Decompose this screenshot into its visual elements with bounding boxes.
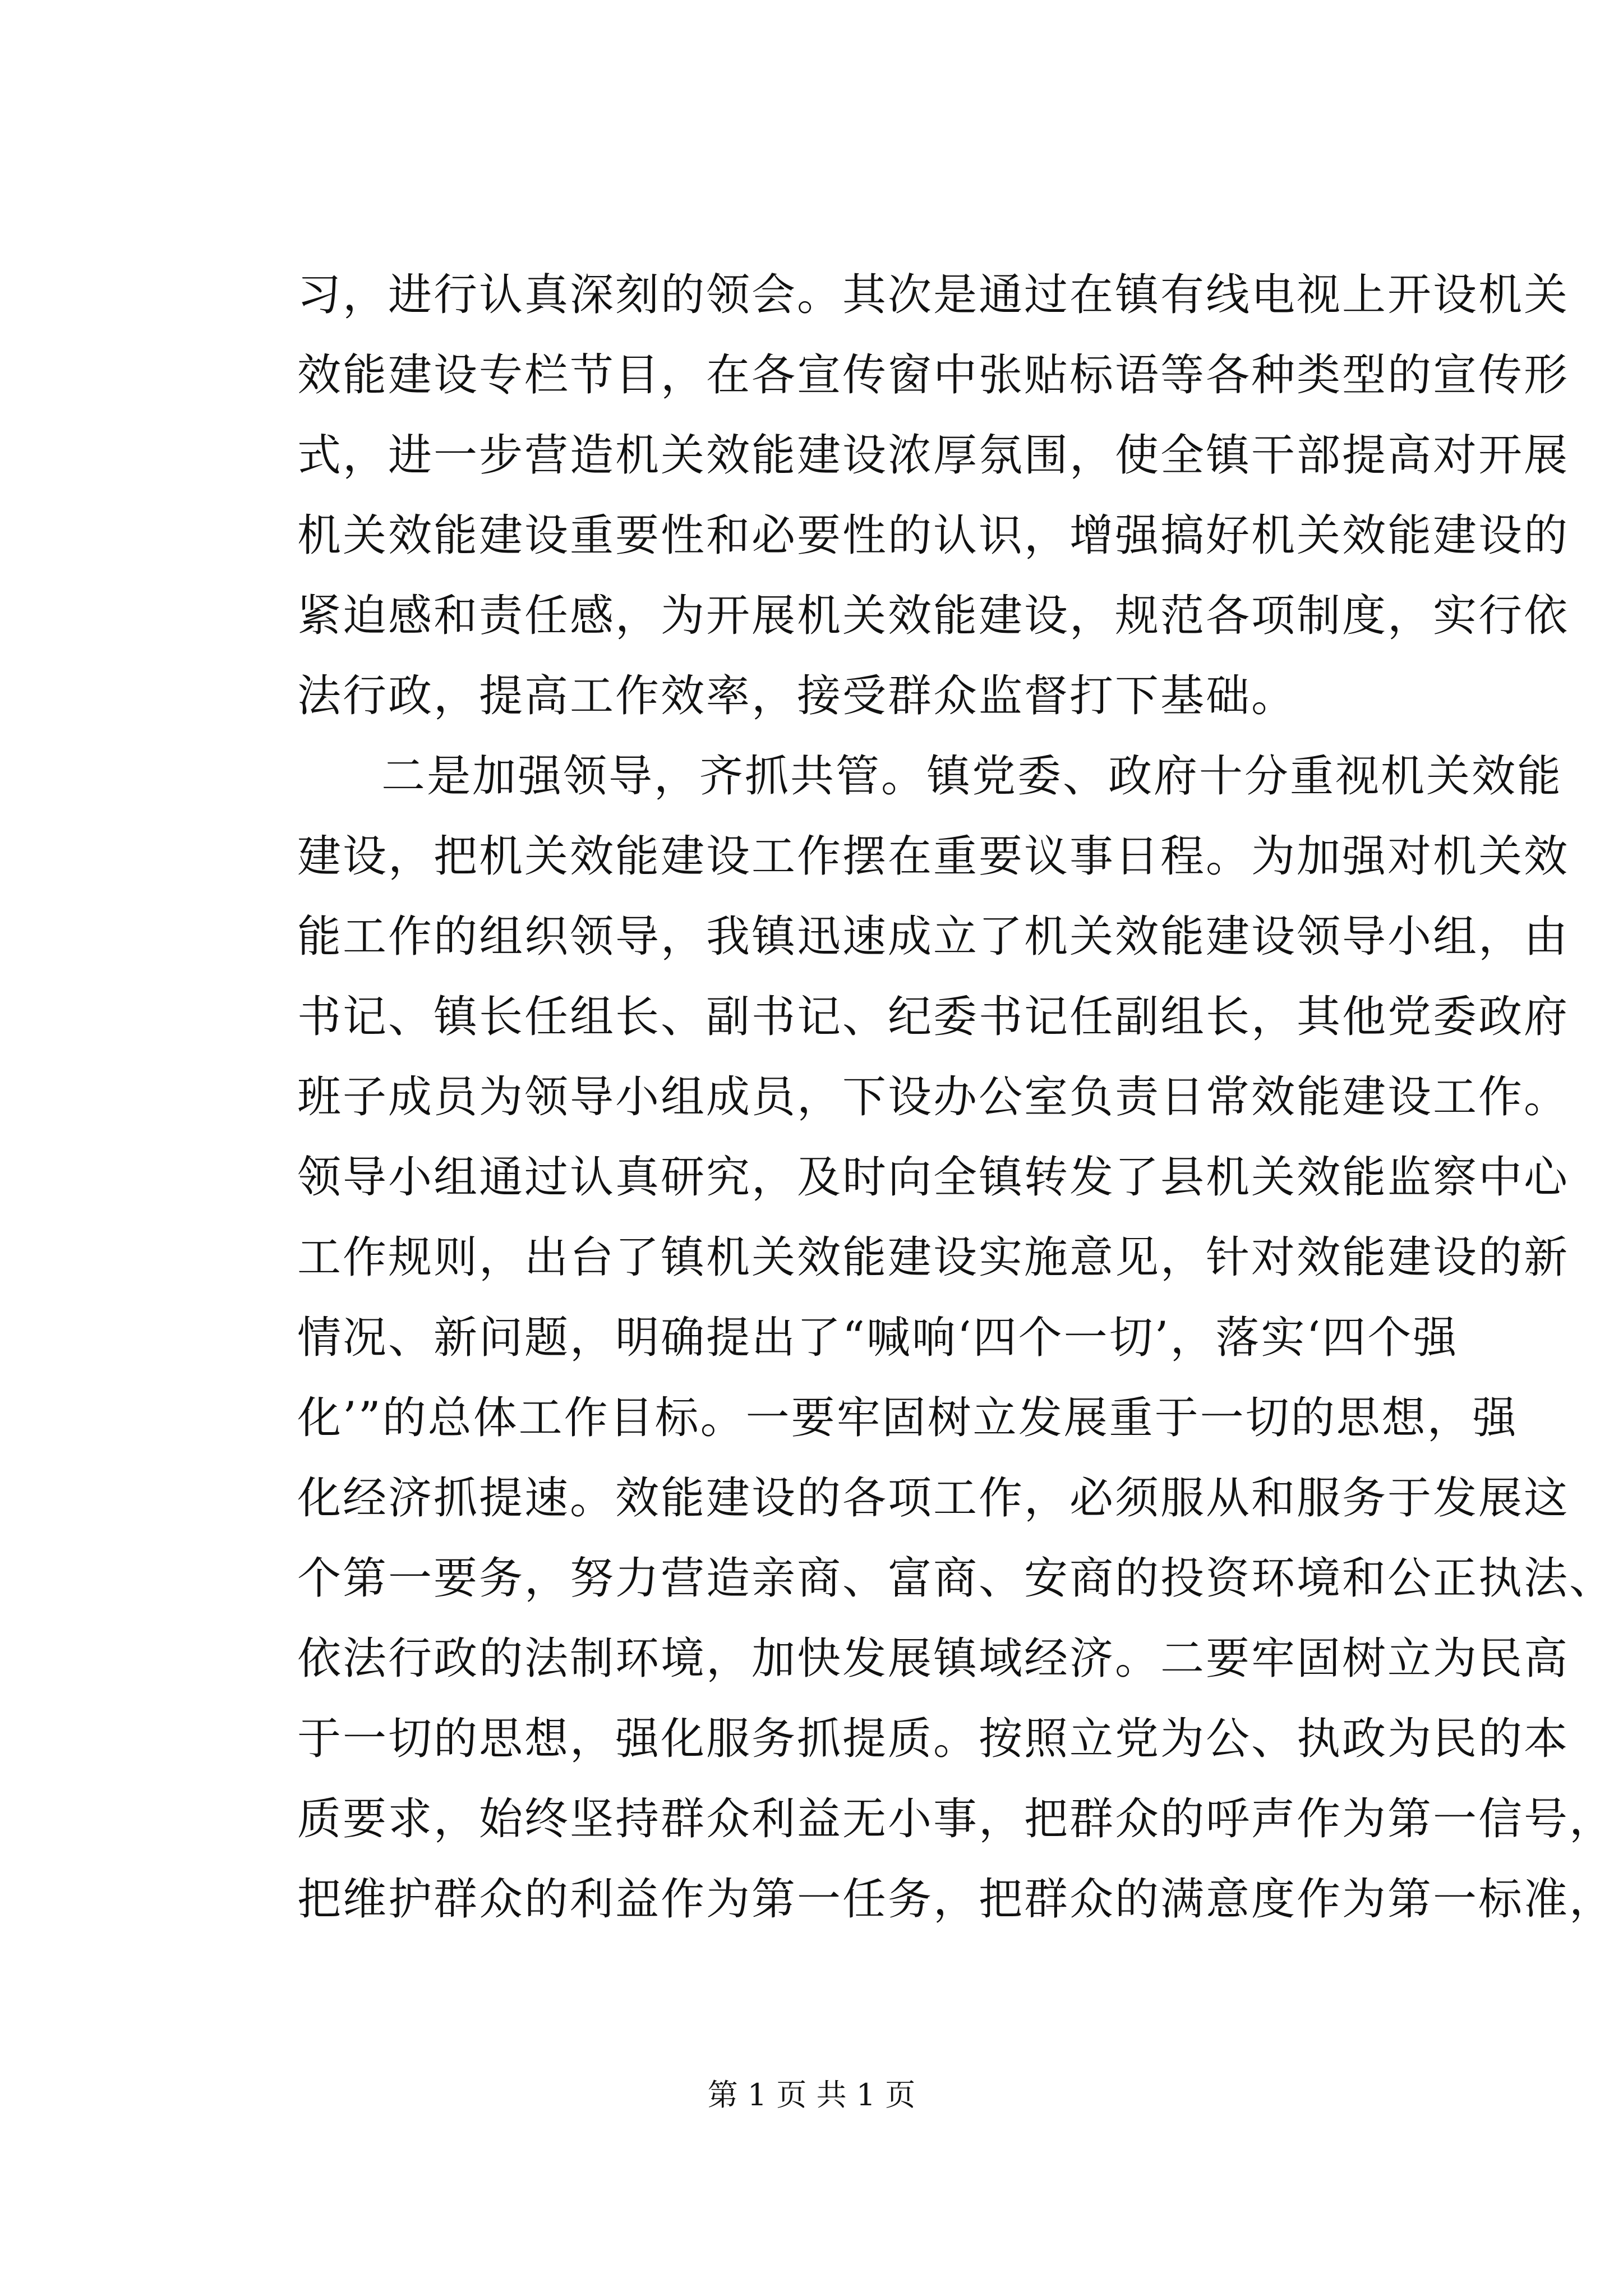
text-line: 依法行政的法制环境，加快发展镇域经济。二要牢固树立为民高 [297,1634,1570,1684]
text-line: 化’”的总体工作目标。一要牢固树立发展重于一切的思想，强 [297,1393,1518,1443]
text-line: 建设，把机关效能建设工作摆在重要议事日程。为加强对机关效 [297,831,1570,882]
text-line: 个第一要务，努力营造亲商、富商、安商的投资环境和公正执法、 [297,1553,1615,1604]
paragraph-first-line: 二是加强领导，齐抓共管。镇党委、政府十分重视机关效能 [381,751,1563,802]
document-body [297,255,1615,1940]
text-line: 式，进一步营造机关效能建设浓厚氛围，使全镇干部提高对开展 [297,430,1570,481]
text-line: 情况、新问题，明确提出了“喊响‘四个一切’，落实‘四个强 [297,1313,1459,1363]
text-line: 效能建设专栏节目，在各宣传窗中张贴标语等各种类型的宣传形 [297,350,1570,401]
text-line: 领导小组通过认真研究，及时向全镇转发了县机关效能监察中心 [297,1152,1570,1203]
text-line: 法行政，提高工作效率，接受群众监督打下基础。 [297,671,1297,721]
text-line: 能工作的组织领导，我镇迅速成立了机关效能建设领导小组，由 [297,912,1570,962]
text-line: 班子成员为领导小组成员，下设办公室负责日常效能建设工作。 [297,1072,1570,1122]
text-line: 质要求，始终坚持群众利益无小事，把群众的呼声作为第一信号， [297,1794,1615,1844]
text-line: 于一切的思想，强化服务抓提质。按照立党为公、执政为民的本 [297,1714,1570,1764]
text-line: 工作规则，出台了镇机关效能建设实施意见，针对效能建设的新 [297,1232,1570,1283]
text-line: 机关效能建设重要性和必要性的认识，增强搞好机关效能建设的 [297,510,1570,561]
text-line: 习，进行认真深刻的领会。其次是通过在镇有线电视上开设机关 [297,270,1570,320]
text-line: 书记、镇长任组长、副书记、纪委书记任副组长，其他党委政府 [297,992,1570,1042]
page-footer: 第 1 页 共 1 页 [707,2077,916,2113]
text-line: 化经济抓提速。效能建设的各项工作，必须服从和服务于发展这 [297,1473,1570,1524]
text-line: 把维护群众的利益作为第一任务，把群众的满意度作为第一标准， [297,1874,1615,1925]
text-line: 紧迫感和责任感，为开展机关效能建设，规范各项制度，实行依 [297,591,1570,641]
